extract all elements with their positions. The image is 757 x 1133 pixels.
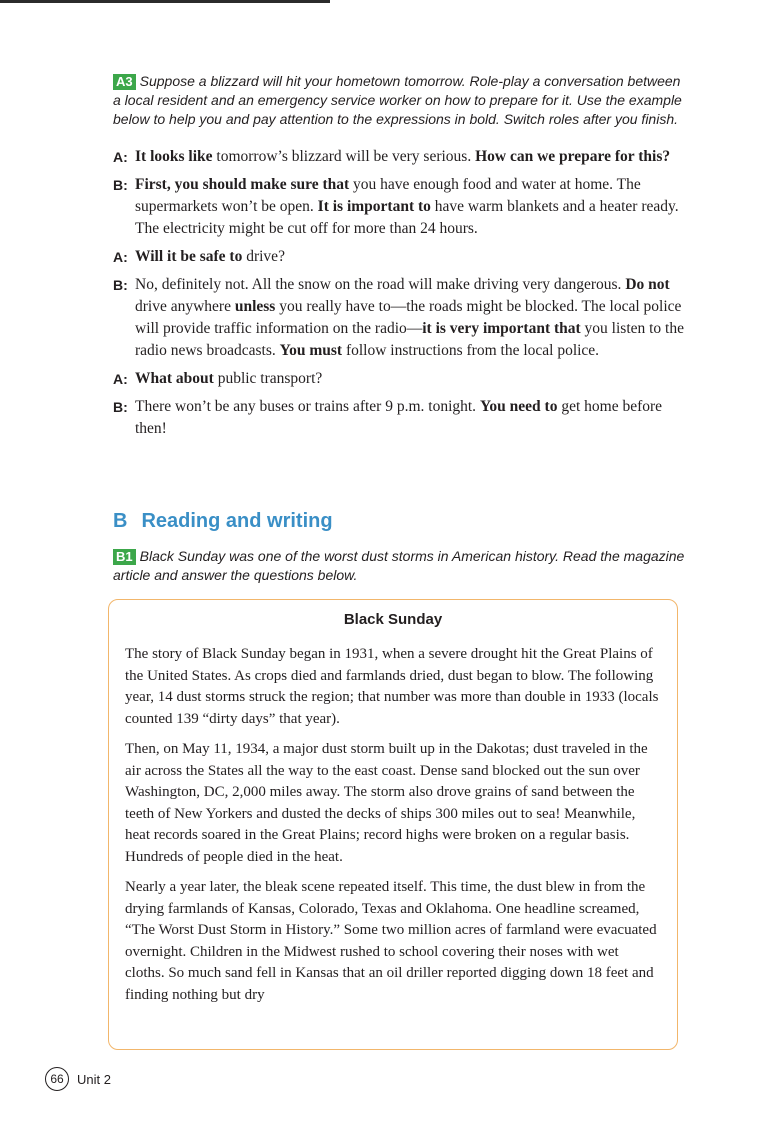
article-paragraph: Nearly a year later, the bleak scene repeated itself. This time, the dust blew in from the drying farmlands of Kansas, Colorado, Texas and Oklahoma. One headline screamed, “The Worst Dust Storm in History.” Some two million acres of farmland were evacuated overnight. Children in the Midwest rushed to school covering their noses with wet cloths. So much sand fell in Kansas that an oil driller reported digging down 18 feet and finding nothing but dry xyxy=(125,879,657,1003)
bold-expression: What about xyxy=(135,370,214,387)
bold-expression: It looks like xyxy=(135,148,213,165)
dialogue-segment: have warm blankets and a heater ready. The electricity might be cut off for more than 24 hours. xyxy=(135,198,679,237)
unit-label: Unit 2 xyxy=(77,1071,111,1087)
section-title: Reading and writing xyxy=(141,510,333,532)
dialogue xyxy=(113,146,685,446)
speaker-label: A: xyxy=(113,371,128,387)
dialogue-segment: you have enough food and water at home. The supermarkets won’t be open. xyxy=(135,176,641,215)
dialogue-segment: No, definitely not. All the snow on the road will make driving very dangerous. xyxy=(135,276,626,293)
bold-expression: It is important to xyxy=(317,198,431,215)
speaker-label: A: xyxy=(113,249,128,265)
dialogue-text xyxy=(135,146,685,168)
bold-expression: You must xyxy=(279,342,343,359)
section-letter: B xyxy=(113,510,128,532)
dialogue-turn xyxy=(113,174,685,240)
dialogue-segment: drive? xyxy=(242,248,285,265)
bold-expression: How can we prepare for this? xyxy=(475,148,671,165)
dialogue-text xyxy=(135,368,685,390)
task-a3-instructions xyxy=(113,72,685,129)
speaker-label: B: xyxy=(113,399,128,415)
dialogue-segment: you listen to the radio news broadcasts. xyxy=(135,320,684,359)
bold-expression: Do not xyxy=(625,276,670,293)
bold-expression: You need to xyxy=(479,398,558,415)
dialogue-text xyxy=(135,246,685,268)
page-footer xyxy=(45,1067,111,1091)
speaker-label: A: xyxy=(113,149,128,165)
task-tag-b1: B1 xyxy=(113,549,136,565)
article-paragraph: The story of Black Sunday began in 1931, when a severe drought hit the Great Plains of the United States. As crops died and farmlands dried, dust began to blow. The following year, 14 dust storms struck the region; that number was more than double in 1933 (locals counted 139 “dirty days” that year). xyxy=(125,646,659,727)
speaker-label: B: xyxy=(113,277,128,293)
speaker-label: B: xyxy=(113,177,128,193)
dialogue-segment: tomorrow’s blizzard will be very serious. xyxy=(212,148,476,165)
task-tag-a3: A3 xyxy=(113,74,136,90)
dialogue-text xyxy=(135,174,685,240)
bold-expression: Will it be safe to xyxy=(135,248,243,265)
dialogue-text xyxy=(135,396,685,440)
article-paragraph: Then, on May 11, 1934, a major dust storm built up in the Dakotas; dust traveled in the air across the States all the way to the east coast. Dense sand blocked out the sun over Washington, DC, 2,000 miles away. The storm also drove grains of sand between the teeth of New Yorkers and dusted the decks of ships 300 miles out to sea! Meanwhile, heat records soared in the Great Plains; record highs were broken on a regular basis. Hundreds of people died in the heat. xyxy=(125,741,648,865)
page-number: 66 xyxy=(45,1067,69,1091)
dialogue-turn xyxy=(113,146,685,168)
task-a3-text: Suppose a blizzard will hit your hometown tomorrow. Role-play a conversation between a local resident and an emergency service worker on how to prepare for it. Use the example below to help you and pay attention to the expressions in bold. Switch roles after you finish. xyxy=(113,73,682,127)
dialogue-text xyxy=(135,274,685,362)
task-b1-text: Black Sunday was one of the worst dust storms in American history. Read the magazine article and answer the questions below. xyxy=(113,548,685,583)
section-heading xyxy=(113,510,333,533)
dialogue-segment: There won’t be any buses or trains after 9 p.m. tonight. xyxy=(135,398,480,415)
dialogue-turn xyxy=(113,396,685,440)
dialogue-turn xyxy=(113,246,685,268)
article-box xyxy=(108,599,678,1050)
bold-expression: First, you should make sure that xyxy=(135,176,350,193)
dialogue-turn xyxy=(113,368,685,390)
dialogue-turn xyxy=(113,274,685,362)
task-b1-instructions xyxy=(113,547,685,585)
dialogue-segment: drive anywhere xyxy=(135,298,235,315)
bold-expression: unless xyxy=(234,298,276,315)
article-title: Black Sunday xyxy=(343,611,443,628)
dialogue-segment: public transport? xyxy=(213,370,323,387)
dialogue-segment: follow instructions from the local police. xyxy=(342,342,600,359)
bold-expression: it is very important that xyxy=(422,320,581,337)
dialogue-segment: get home before then! xyxy=(135,398,663,437)
top-rule xyxy=(0,0,330,3)
dialogue-segment: you really have to—the roads might be blocked. The local police will provide traffic information on the radio— xyxy=(135,298,682,337)
